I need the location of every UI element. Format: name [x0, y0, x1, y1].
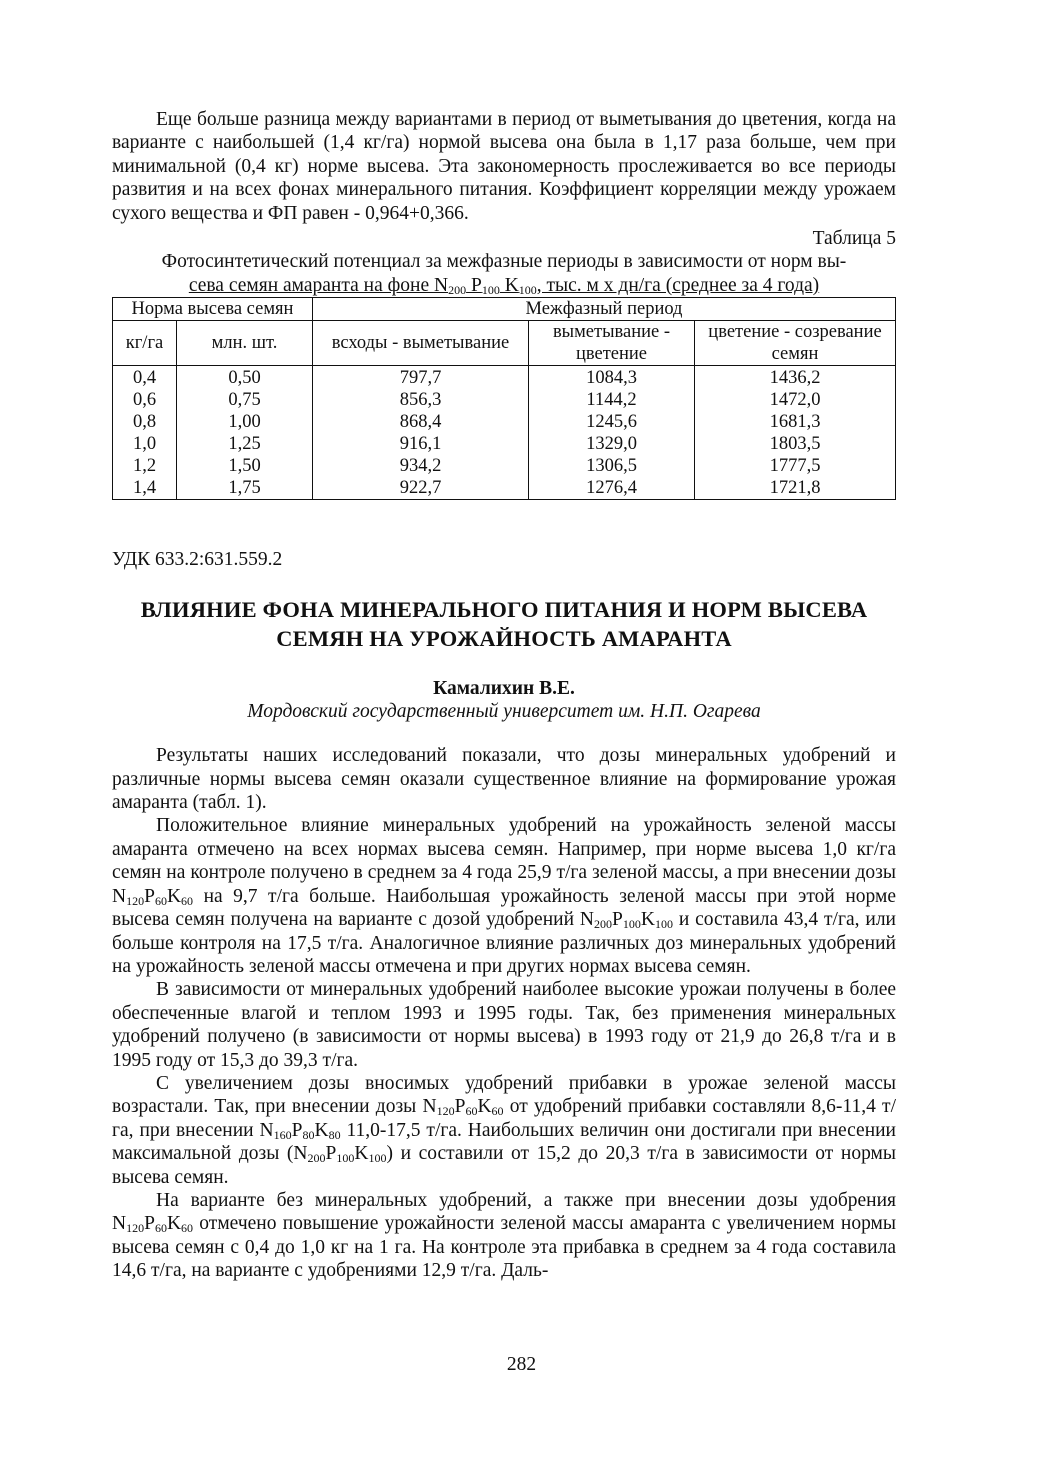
intro-paragraph: Еще больше разница между вариантами в период от выметывания до цветения, когда на варианте с наибольшей (1,4 кг/га) нормой высева она была в 1,17 раза больше, чем при минимальной (0,4 кг) норме высева. Эта закономерность прослеживается во все периоды развития и на всех фонах минерального питания. Коэффициент корреляции между урожаем сухого вещества и ФП равен - 0,964+0,366.: [112, 109, 896, 224]
table-caption: [112, 250, 896, 297]
fertilizer-formula: $N_{200}P_{100}K_{100}$: [293, 1143, 387, 1166]
table-cell: 1,75: [177, 477, 313, 500]
table-cell: 1144,2: [529, 389, 695, 411]
column-header-emergence-panicle: всходы - выметывание: [313, 321, 529, 366]
table-cell: 797,7: [313, 366, 529, 390]
table-cell: 1306,5: [529, 455, 695, 477]
column-header-mln-pcs: млн. шт.: [177, 321, 313, 366]
table-cell: 868,4: [313, 411, 529, 433]
table-cell: 1,0: [113, 433, 177, 455]
column-header-flowering-ripening: цветение - созревание семян: [695, 321, 896, 366]
paragraph-5: На варианте без минеральных удобрений, а также при внесении дозы удобрения $N_{120}P_{60}K_{60}$ отмечено повышение урожайности зеленой массы амаранта с увеличением нормы высева семян с 0,4 до 1,0 кг на 1 га. На контроле эта прибавка в среднем за 4 года составила 14,6 т/га, на варианте с удобрениями 12,9 т/га. Даль-: [112, 1189, 896, 1282]
table-cell: 1777,5: [695, 455, 896, 477]
table-row: [113, 411, 896, 433]
table-row: [113, 366, 896, 390]
table-cell: 1329,0: [529, 433, 695, 455]
page-content: [112, 108, 896, 1283]
fertilizer-formula: $N_{120}P_{60}K_{60}$: [422, 1096, 504, 1119]
udc-code: УДК 633.2:631.559.2: [112, 549, 283, 571]
column-header-panicle-flowering: выметывание - цветение: [529, 321, 695, 366]
article-body: [112, 744, 896, 1282]
table-cell: 0,4: [113, 366, 177, 390]
table-cell: 916,1: [313, 433, 529, 455]
article-title: ВЛИЯНИЕ ФОНА МИНЕРАЛЬНОГО ПИТАНИЯ И НОРМ ВЫСЕВА СЕМЯН НА УРОЖАЙНОСТЬ АМАРАНТА: [140, 597, 868, 652]
data-table: [112, 297, 896, 500]
table-body: [113, 366, 896, 500]
table-cell: 1803,5: [695, 433, 896, 455]
table-cell: 1721,8: [695, 477, 896, 500]
table-cell: 1084,3: [529, 366, 695, 390]
table-cell: 1681,3: [695, 411, 896, 433]
page-number: 282: [506, 1354, 537, 1375]
table-caption-line2: сева семян амаранта на фоне $N_{200}$ $P_{100}$ $K_{100}$, тыс. м х дн/га (среднее за 4 года): [188, 274, 820, 297]
fertilizer-formula: $N_{120}P_{60}K_{60}$: [112, 1213, 194, 1236]
table-cell: 0,75: [177, 389, 313, 411]
paragraph-3: В зависимости от минеральных удобрений наиболее высокие урожаи получены в более обеспеченные влагой и теплом 1993 и 1995 годы. Так, без применения минеральных удобрений получено (в зависимости от нормы высева) в 1993 году от 21,9 до 26,8 т/га и в 1995 году от 15,3 до 39,3 т/га.: [112, 979, 896, 1071]
author-affiliation: Мордовский государственный университет им. Н.П. Огарева: [247, 701, 761, 723]
table-cell: 922,7: [313, 477, 529, 500]
table-cell: 1,4: [113, 477, 177, 500]
table-cell: 1,25: [177, 433, 313, 455]
paragraph-4: С увеличением дозы вносимых удобрений прибавки в урожае зеленой массы возрастали. Так, при внесении дозы $N_{120}P_{60}K_{60}$ от удобрений прибавки составляли 8,6-11,4 т/га, при внесении $N_{160}P_{80}K_{80}$ 11,0-17,5 т/га. Наибольших величин они достигали при внесении максимальной дозы $(N_{200}P_{100}K_{100})$ и составили от 15,2 до 20,3 т/га в зависимости от нормы высева семян.: [112, 1072, 896, 1188]
column-header-kg-ha: кг/га: [113, 321, 177, 366]
fertilizer-formula: $N_{120}P_{60}K_{60}$: [112, 885, 194, 908]
paragraph-2: Положительное влияние минеральных удобрений на урожайность зеленой массы амаранта отмечено на всех нормах высева семян. Например, при норме высева 1,0 кг/га семян на контроле получено в среднем за 4 года 25,9 т/га зеленой массы, а при внесении дозы $N_{120}P_{60}K_{60}$ на 9,7 т/га больше. Наибольшая урожайность зеленой массы при этой норме высева семян получена на варианте с дозой удобрений $N_{200}P_{100}K_{100}$ и составила 43,4 т/га, или больше контроля на 17,5 т/га. Аналогичное влияние различных доз минеральных удобрений на урожайность зеленой массы отмечена и при других нормах высева семян.: [112, 815, 896, 977]
table-row: [113, 433, 896, 455]
author-name: Камалихин В.Е.: [433, 678, 575, 700]
table-cell: 934,2: [313, 455, 529, 477]
table-row: [113, 389, 896, 411]
table-row: [113, 455, 896, 477]
table-cell: 1436,2: [695, 366, 896, 390]
table-cell: 1245,6: [529, 411, 695, 433]
table-cell: 1,00: [177, 411, 313, 433]
table-column-header-row: [113, 321, 896, 366]
table-cell: 1,50: [177, 455, 313, 477]
header-interphase-period: Межфазный период: [313, 298, 896, 321]
paragraph-1: Результаты наших исследований показали, что дозы минеральных удобрений и различные нормы высева семян оказали существенное влияние на формирование урожая амаранта (табл. 1).: [112, 745, 896, 814]
table-cell: 1276,4: [529, 477, 695, 500]
table-cell: 856,3: [313, 389, 529, 411]
table-cell: 1472,0: [695, 389, 896, 411]
table-cell: 0,8: [113, 411, 177, 433]
header-seeding-rate: Норма высева семян: [113, 298, 313, 321]
table-cell: 0,50: [177, 366, 313, 390]
table-caption-line1: Фотосинтетический потенциал за межфазные периоды в зависимости от норм вы-: [161, 251, 847, 273]
table-group-header-row: [113, 298, 896, 321]
fertilizer-formula: $N_{160}P_{80}K_{80}$: [259, 1119, 341, 1142]
table-label: Таблица 5: [812, 228, 896, 250]
table-cell: 0,6: [113, 389, 177, 411]
table-cell: 1,2: [113, 455, 177, 477]
table-row: [113, 477, 896, 500]
fertilizer-formula: $N_{200}P_{100}K_{100}$: [579, 909, 673, 932]
